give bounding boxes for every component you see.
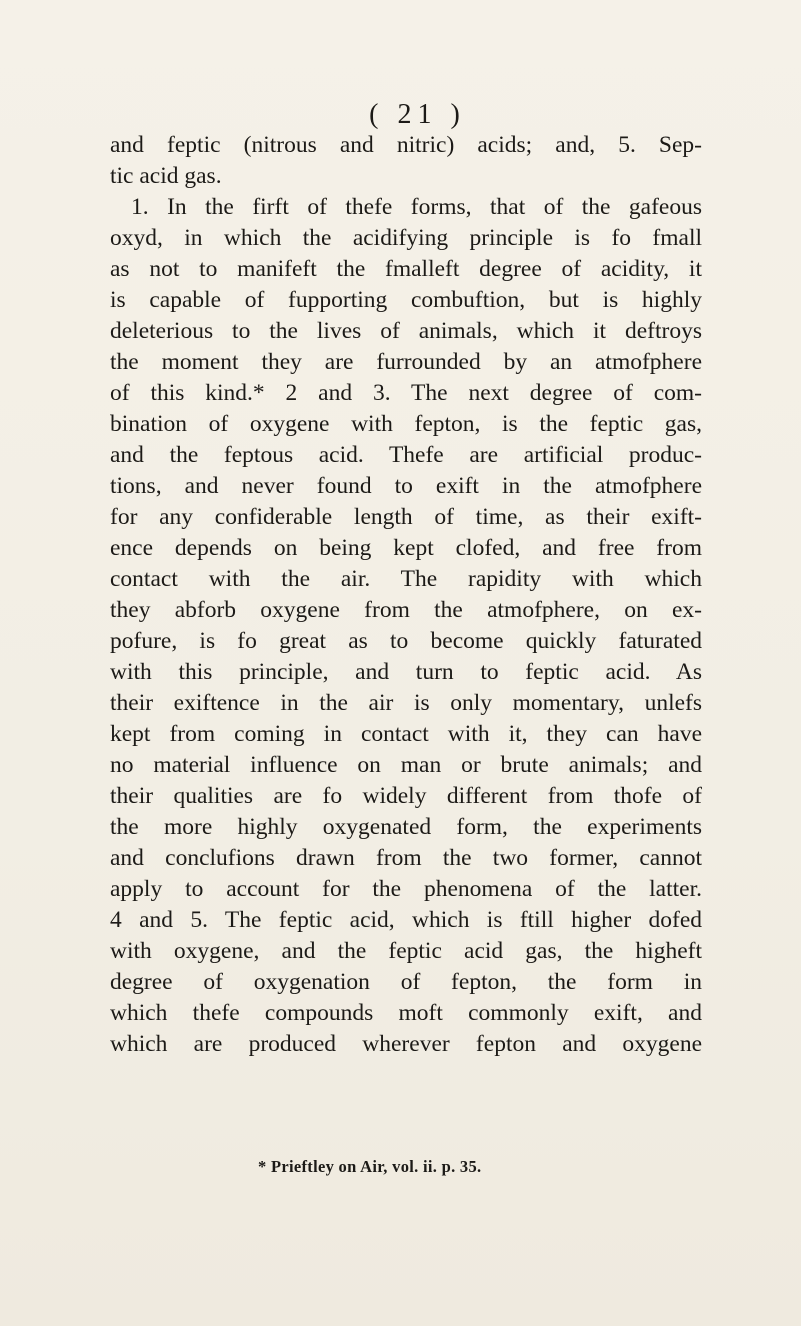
text-line: kept from coming in contact with it, they can have bbox=[110, 721, 702, 747]
text-line: with this principle, and turn to feptic acid. As bbox=[110, 659, 702, 685]
text-line: the moment they are furrounded by an atmofphere bbox=[110, 349, 702, 375]
text-line: tions, and never found to exift in the atmofphere bbox=[110, 473, 702, 499]
text-line: they abforb oxygene from the atmofphere, on ex- bbox=[110, 597, 702, 623]
text-line: as not to manifeft the fmalleft degree of acidity, it bbox=[110, 256, 702, 282]
text-line: and feptic (nitrous and nitric) acids; and, 5. Sep- bbox=[110, 132, 702, 158]
text-line: 1. In the firft of thefe forms, that of the gafeous bbox=[131, 194, 702, 220]
body-text bbox=[110, 130, 702, 1060]
text-line: and conclufions drawn from the two former, cannot bbox=[110, 845, 702, 871]
text-line: of this kind.* 2 and 3. The next degree of com- bbox=[110, 380, 702, 406]
text-line: with oxygene, and the feptic acid gas, the higheft bbox=[110, 938, 702, 964]
text-line: the more highly oxygenated form, the experiments bbox=[110, 814, 702, 840]
text-line: ence depends on being kept clofed, and free from bbox=[110, 535, 702, 561]
text-line: for any confiderable length of time, as their exift- bbox=[110, 504, 702, 530]
text-line: no material influence on man or brute animals; and bbox=[110, 752, 702, 778]
text-line: tic acid gas. bbox=[110, 163, 222, 189]
text-line: deleterious to the lives of animals, which it deftroys bbox=[110, 318, 702, 344]
text-line: which thefe compounds moft commonly exift, and bbox=[110, 1000, 702, 1026]
text-line: their qualities are fo widely different from thofe of bbox=[110, 783, 702, 809]
text-line: pofure, is fo great as to become quickly faturated bbox=[110, 628, 702, 654]
text-line: is capable of fupporting combuftion, but is highly bbox=[110, 287, 702, 313]
text-line: degree of oxygenation of fepton, the form in bbox=[110, 969, 702, 995]
page-number: ( 21 ) bbox=[369, 99, 466, 130]
text-line: and the feptous acid. Thefe are artificial produc- bbox=[110, 442, 702, 468]
text-line: bination of oxygene with fepton, is the feptic gas, bbox=[110, 411, 702, 437]
text-line: oxyd, in which the acidifying principle is fo fmall bbox=[110, 225, 702, 251]
text-line: which are produced wherever fepton and oxygene bbox=[110, 1031, 702, 1057]
text-line: apply to account for the phenomena of the latter. bbox=[110, 876, 702, 902]
text-line: contact with the air. The rapidity with which bbox=[110, 566, 702, 592]
text-line: their exiftence in the air is only momentary, unlefs bbox=[110, 690, 702, 716]
footnote: * Prieftley on Air, vol. ii. p. 35. bbox=[258, 1157, 482, 1176]
text-line: 4 and 5. The feptic acid, which is ftill higher dofed bbox=[110, 907, 702, 933]
